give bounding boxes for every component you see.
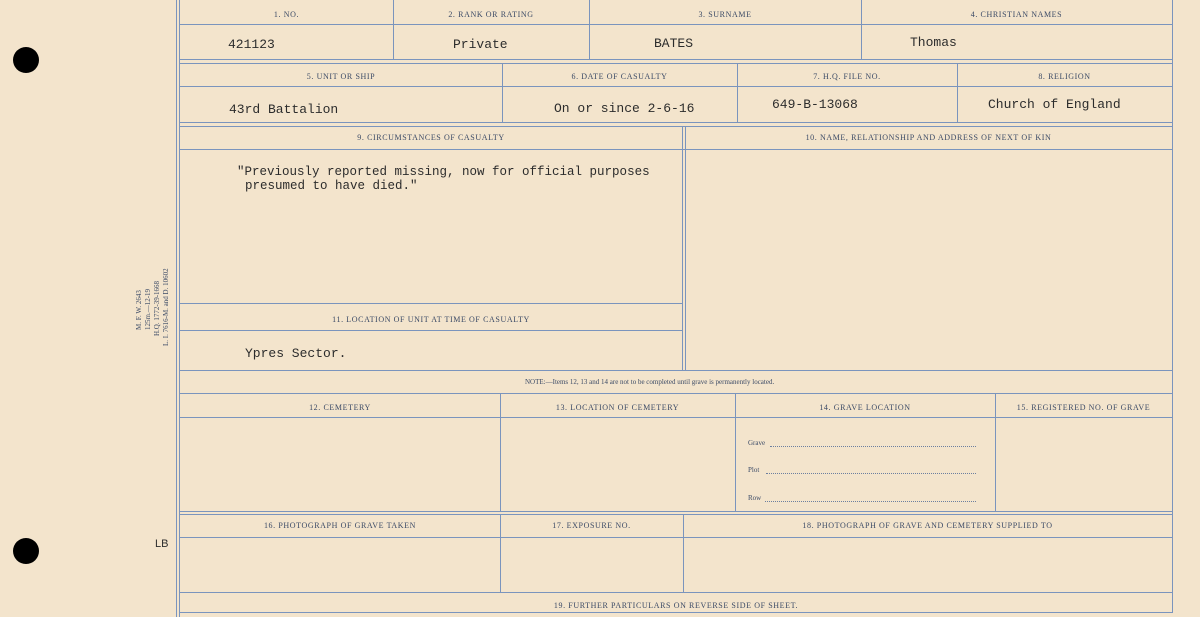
label-photograph-taken: 16. PHOTOGRAPH OF GRAVE TAKEN [263, 521, 417, 530]
label-religion: 8. RELIGION [1038, 72, 1091, 81]
value-date-of-casualty: On or since 2-6-16 [554, 101, 695, 116]
value-hq-file: 649-B-13068 [772, 97, 858, 112]
value-religion: Church of England [988, 97, 1121, 112]
value-location-of-unit: Ypres Sector. [245, 346, 347, 361]
label-hq-file: 7. H.Q. FILE NO. [813, 72, 881, 81]
row5-bottom-rule [180, 592, 1172, 593]
label-christian-names: 4. CHRISTIAN NAMES [970, 10, 1063, 19]
value-circumstances-line1: "Previously reported missing, now for official purposes [237, 165, 650, 179]
printer-imprint-3: H.Q. 1772-39-1668 [153, 280, 161, 336]
label-surname: 3. SURNAME [698, 10, 752, 19]
margin-mark: LB [155, 538, 169, 550]
plot-dotted-line [766, 473, 976, 474]
printer-imprint-2: 125m.—12-19 [144, 288, 152, 330]
label-location-of-unit: 11. LOCATION OF UNIT AT TIME OF CASUALTY [332, 315, 530, 324]
form-bottom-rule [180, 612, 1172, 613]
value-surname: BATES [654, 36, 694, 51]
row1-label-rule [180, 24, 1172, 25]
label-date-of-casualty: 6. DATE OF CASUALTY [571, 72, 668, 81]
note-text: NOTE:—Items 12, 13 and 14 are not to be completed until grave is permanently located. [525, 378, 775, 386]
label-location-of-cemetery: 13. LOCATION OF CEMETERY [555, 403, 680, 412]
grave-line-label: Grave [748, 439, 766, 447]
printer-imprint-4: L. I. 7616-M. and D. 10602 [162, 268, 170, 346]
row3-div-left [682, 126, 683, 370]
item11-top-rule [180, 303, 682, 304]
row1-div-2 [589, 0, 590, 59]
label-photograph-supplied: 18. PHOTOGRAPH OF GRAVE AND CEMETERY SUPPLIED TO [802, 521, 1053, 530]
punch-hole-bottom [13, 538, 39, 564]
label-next-of-kin: 10. NAME, RELATIONSHIP AND ADDRESS OF NEXT OF KIN [805, 133, 1052, 142]
row3-label-rule [180, 149, 1172, 150]
row4-top-rule [180, 393, 1172, 394]
form-right-rule [1172, 0, 1173, 613]
row-dotted-line [765, 501, 976, 502]
printer-imprint-1: M. F. W. 2643 [135, 290, 143, 330]
label-cemetery: 12. CEMETERY [309, 403, 371, 412]
item11-label-rule [180, 330, 682, 331]
note-top-rule [180, 370, 1172, 371]
row2-label-rule [180, 86, 1172, 87]
left-margin-rule [176, 0, 177, 617]
row2-top-rule [180, 63, 1172, 64]
row4-bottom-rule [180, 511, 1172, 512]
row1-bottom-rule [180, 59, 1172, 60]
value-christian-names: Thomas [910, 35, 957, 50]
row1-div-1 [393, 0, 394, 59]
row5-label-rule [180, 537, 1172, 538]
label-circumstances: 9. CIRCUMSTANCES OF CASUALTY [357, 133, 505, 142]
row4-label-rule [180, 417, 1172, 418]
label-unit: 5. UNIT OR SHIP [306, 72, 376, 81]
label-rank: 2. RANK OR RATING [448, 10, 534, 19]
punch-hole-top [13, 47, 39, 73]
row2-bottom-rule [180, 122, 1172, 123]
row-line-label: Row [748, 494, 762, 502]
row5-top-rule [180, 514, 1172, 515]
label-number: 1. NO. [273, 10, 300, 19]
value-number: 421123 [228, 37, 275, 52]
grave-dotted-line [770, 446, 976, 447]
row3-top-rule [180, 126, 1172, 127]
value-circumstances-line2: presumed to have died." [245, 179, 418, 193]
row3-div-right [685, 126, 686, 370]
label-registered-no: 15. REGISTERED NO. OF GRAVE [1016, 403, 1151, 412]
label-grave-location: 14. GRAVE LOCATION [819, 403, 911, 412]
plot-line-label: Plot [748, 466, 760, 474]
label-further-particulars: 19. FURTHER PARTICULARS ON REVERSE SIDE OF SHEET. [553, 601, 799, 610]
row1-div-3 [861, 0, 862, 59]
value-rank: Private [453, 37, 508, 52]
label-exposure-no: 17. EXPOSURE NO. [552, 521, 631, 530]
value-unit: 43rd Battalion [229, 102, 339, 117]
